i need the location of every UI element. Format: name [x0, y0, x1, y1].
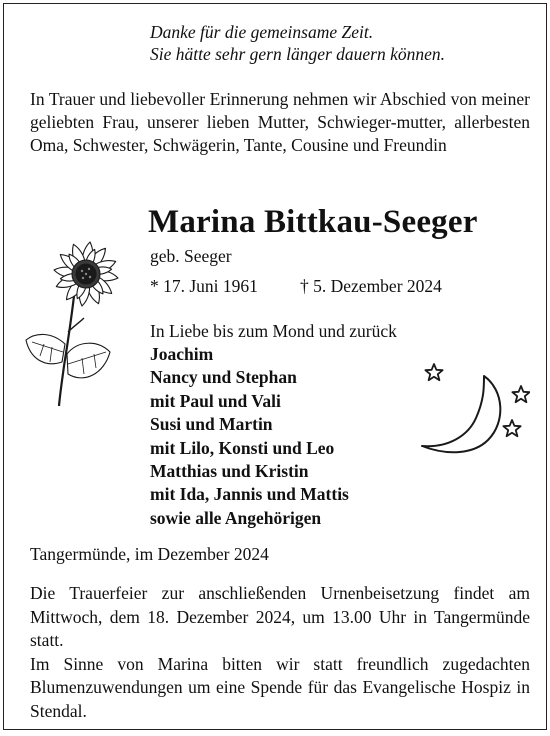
obituary-notice — [3, 3, 547, 730]
star-icon — [503, 420, 520, 436]
donation-request: Im Sinne von Marina bitten wir statt freundlich zugedachten Blumenzuwendungen um eine Spende für das Evangelische Hospiz in Stendal. — [30, 653, 530, 721]
mourner-entry: Susi und Martin — [150, 414, 273, 435]
mourners-list — [150, 343, 349, 530]
funeral-details — [30, 582, 530, 723]
love-line: In Liebe bis zum Mond und zurück — [150, 321, 397, 341]
mourner-entry: Matthias und Kristin — [150, 461, 309, 482]
deceased-name: Marina Bittkau-Seeger — [148, 204, 478, 240]
mourner-entry: Nancy und Stephan — [150, 367, 297, 388]
memorial-quote — [150, 21, 530, 65]
moon-and-stars — [418, 360, 530, 460]
star-icon — [425, 364, 442, 380]
intro-text: In Trauer und liebevoller Erinnerung nehmen wir Abschied von meiner geliebten Frau, unserer lieben Mutter, Schwieger-mutter, allerbesten Oma, Schwester, Schwägerin, Tante, Cousine und Freundin — [30, 89, 530, 155]
sunflower-icon — [24, 236, 146, 408]
crescent-moon-icon — [422, 376, 500, 452]
birth-date: * 17. Juni 1961 — [150, 276, 258, 296]
funeral-info: Die Trauerfeier zur anschließenden Urnenbeisetzung findet am Mittwoch, dem 18. Dezember 2024, um 13.00 Uhr in Tangermünde statt. — [30, 583, 530, 650]
star-icon — [512, 386, 529, 402]
mourner-entry: sowie alle Angehörigen — [150, 507, 322, 528]
mourner-entry: mit Ida, Jannis und Mattis — [150, 484, 349, 505]
mourner-entry: Joachim — [150, 344, 214, 364]
maiden-name: geb. Seeger — [150, 246, 232, 266]
death-date: † 5. Dezember 2024 — [300, 276, 442, 296]
place-date: Tangermünde, im Dezember 2024 — [30, 544, 269, 564]
mourner-entry: mit Lilo, Konsti und Leo — [150, 437, 335, 458]
quote-line-2: Sie hätte sehr gern länger dauern können. — [150, 44, 446, 64]
quote-line-1: Danke für die gemeinsame Zeit. — [150, 22, 374, 42]
mourner-entry: mit Paul und Vali — [150, 390, 281, 411]
